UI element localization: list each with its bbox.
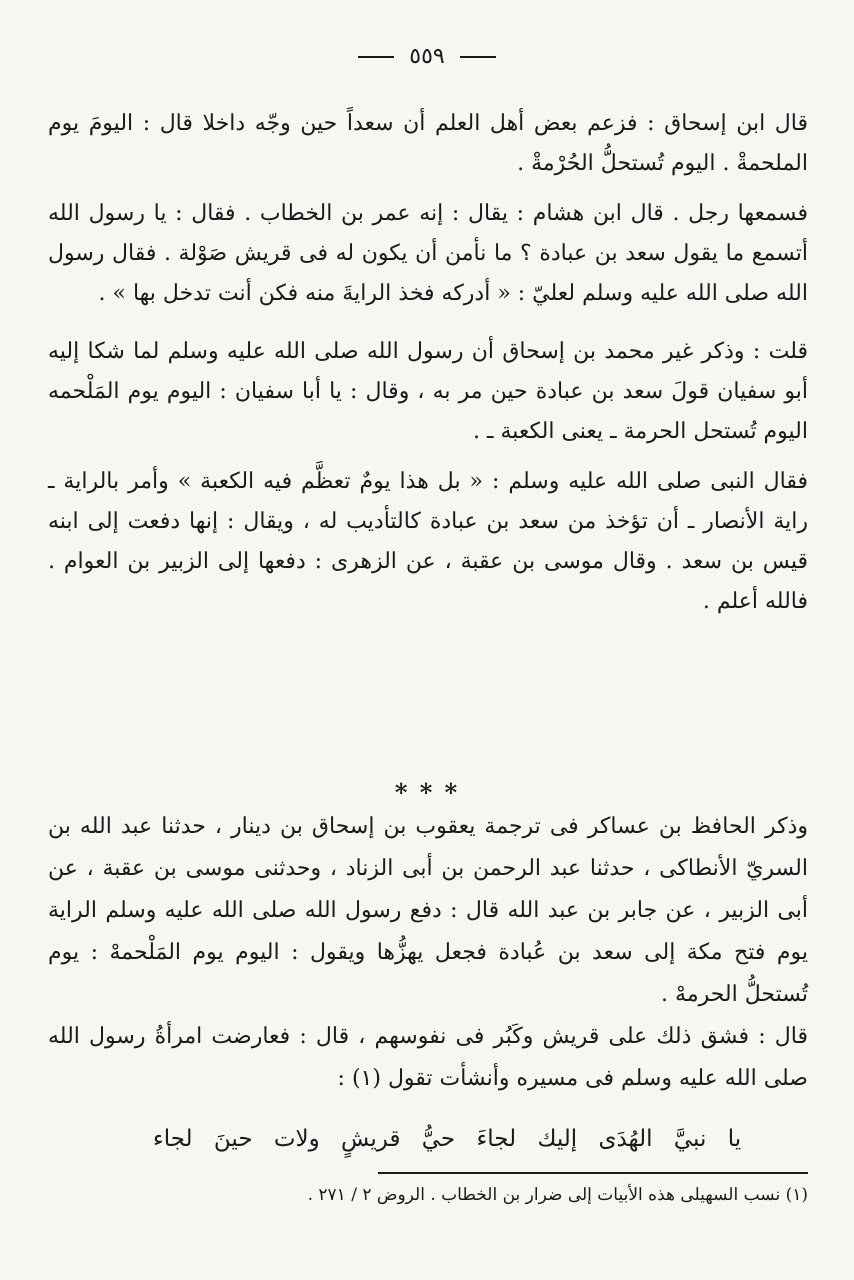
paragraph-5: وذكر الحافظ بن عساكر فى ترجمة يعقوب بن إسحاق بن دينار ، حدثنا عبد الله بن السريّ الأنطاكى ، حدثنا عبد الرحمن بن أبى الزناد ، وحدثنى موسى بن عقبة ، عن أبى الزبير ، عن جابر بن عبد الله قال : دفع رسول الله صلى الله عليه وسلم الراية يوم فتح مكة إلى سعد بن عُبادة فجعل يهزُّها ويقول : اليوم يوم المَلْحمهْ : يوم تُستحلُّ الحرمهْ .	[48, 814, 809, 1007]
paragraph-6: قال : فشق ذلك على قريش وكَبُر فى نفوسهم ، قال : فعارضت امرأةُ رسول الله صلى الله عليه وسلم فى مسيره وأنشأت تقول (١) :	[48, 1024, 808, 1091]
paragraph-4: فقال النبى صلى الله عليه وسلم : « بل هذا يومٌ تعظَّم فيه الكعبة » وأمر بالراية ـ راية الأنصار ـ أن تؤخذ من سعد بن عبادة كالتأديب له ، ويقال : إنها دفعت إلى ابنه قيس بن سعد . وقال موسى بن عقبة ، عن الزهرى : دفعها إلى الزبير بن العوام . فالله أعلم .	[48, 469, 808, 614]
paragraph-1: قال ابن إسحاق : فزعم بعض أهل العلم أن سعداً حين وجّه داخلا قال : اليومَ يوم الملحمةْ . اليوم تُستحلُّ الحُرْمةْ .	[48, 111, 808, 176]
footnote: (١) نسب السهيلى هذه الأبيات إلى ضرار بن الخطاب . الروض ٢ / ٢٧١ .	[307, 1185, 808, 1205]
paragraph-3: قلت : وذكر غير محمد بن إسحاق أن رسول الله صلى الله عليه وسلم لما شكا إليه أبو سفيان قولَ سعد بن عبادة حين مر به ، وقال : يا أبا سفيان : اليوم يوم المَلْحمه اليوم تُستحل الحرمة ـ يعنى الكعبة ـ .	[48, 339, 808, 444]
second-section-text	[48, 806, 808, 1100]
paragraph-2: فسمعها رجل . قال ابن هشام : يقال : إنه عمر بن الخطاب . فقال : يا رسول الله أتسمع ما يقول سعد بن عبادة ؟ ما نأمن أن يكون له فى قريش صَوْلة . فقال رسول الله صلى الله عليه وسلم لعليّ : « أدركه فخذ الرايةَ منه فكن أنت تدخل بها » .	[48, 201, 808, 306]
page-header	[0, 44, 854, 69]
page-number: ٥٥٩	[409, 44, 445, 69]
poem-verse: يا نبيَّ الهُدَى إليك لجاءَ حيُّ قريشٍ ولات حينَ لجاء	[152, 1126, 742, 1152]
main-text	[48, 104, 808, 640]
header-dash-left	[358, 56, 394, 58]
footnote-divider	[378, 1172, 808, 1174]
section-separator: * * *	[394, 778, 460, 807]
header-dash-right	[460, 56, 496, 58]
